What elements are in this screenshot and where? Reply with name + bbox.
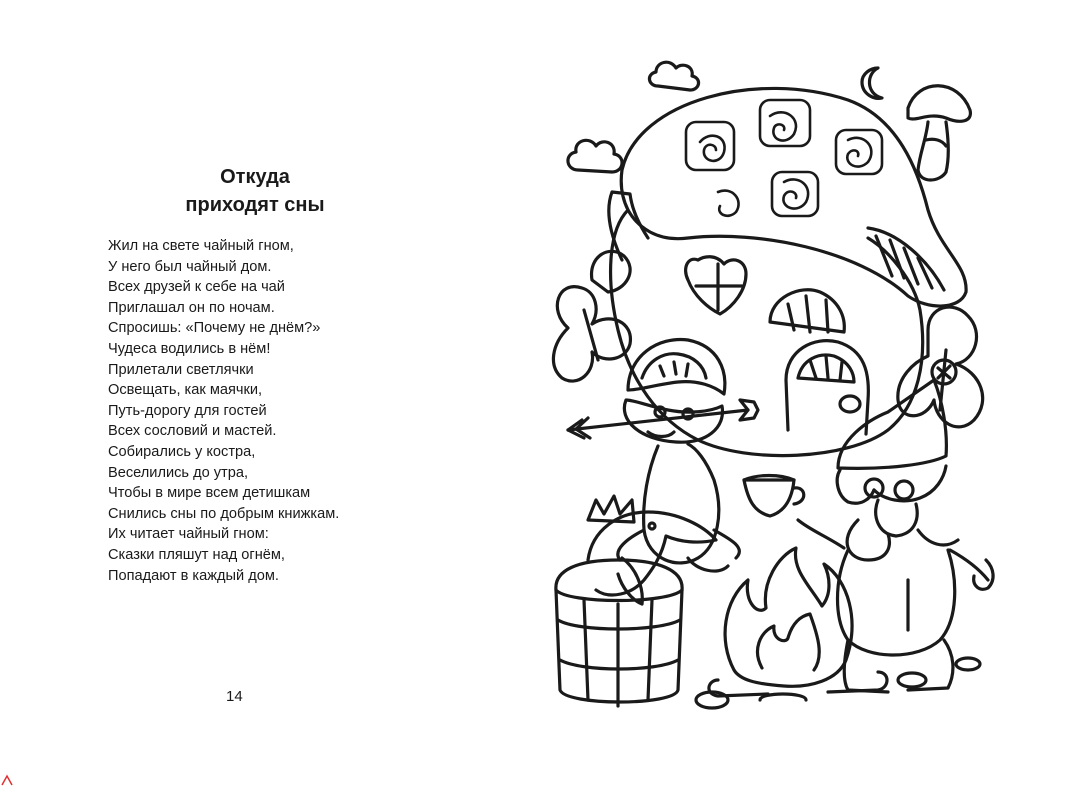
poem-line: Их читает чайный гном:: [108, 526, 269, 543]
poem-line: У него был чайный дом.: [108, 258, 272, 275]
poem-line: Сказки пляшут над огнём,: [108, 546, 285, 563]
poem-line: Приглашал он по ночам.: [108, 299, 275, 316]
poem-line: Попадают в каждый дом.: [108, 567, 279, 584]
poem-line: Спросишь: «Почему не днём?»: [108, 320, 321, 337]
poem-text: [108, 236, 339, 586]
cloud-icon: [649, 62, 698, 90]
campfire: [709, 548, 887, 700]
poem-line: Чудеса водились в нём!: [108, 340, 271, 357]
page-number: 14: [226, 688, 243, 705]
poem-line: Собирались у костра,: [108, 443, 256, 460]
poem-line: Путь-дорогу для гостей: [108, 402, 267, 419]
small-mushroom: [908, 86, 970, 180]
poem-line: Чтобы в мире всем детишкам: [108, 485, 311, 502]
title-line-2: приходят сны: [185, 194, 325, 216]
poem-title: [90, 163, 420, 219]
pebble: [898, 673, 926, 687]
crown-icon: [588, 496, 634, 522]
gnome: [798, 360, 993, 692]
poem-line: Веселились до утра,: [108, 464, 249, 481]
poem-line: Освещать, как маячки,: [108, 382, 263, 399]
poem-line: Всех сословий и мастей.: [108, 423, 277, 440]
cloud-icon: [568, 140, 622, 172]
moon-icon: [862, 68, 882, 98]
poem-line: Жил на свете чайный гном,: [108, 238, 294, 254]
left-page: [0, 0, 470, 787]
pebble: [956, 658, 980, 670]
poem-line: Снились сны по добрым книжкам.: [108, 505, 340, 522]
corner-mark-icon: [0, 773, 14, 787]
poem-line: Всех друзей к себе на чай: [108, 279, 285, 296]
coloring-illustration: [548, 60, 1008, 710]
title-line-1: Откуда: [220, 166, 290, 188]
poem-line: Прилетали светлячки: [108, 361, 254, 378]
cup-icon: [744, 480, 794, 516]
swirl-pattern: [686, 100, 882, 216]
barrel: [556, 560, 682, 706]
